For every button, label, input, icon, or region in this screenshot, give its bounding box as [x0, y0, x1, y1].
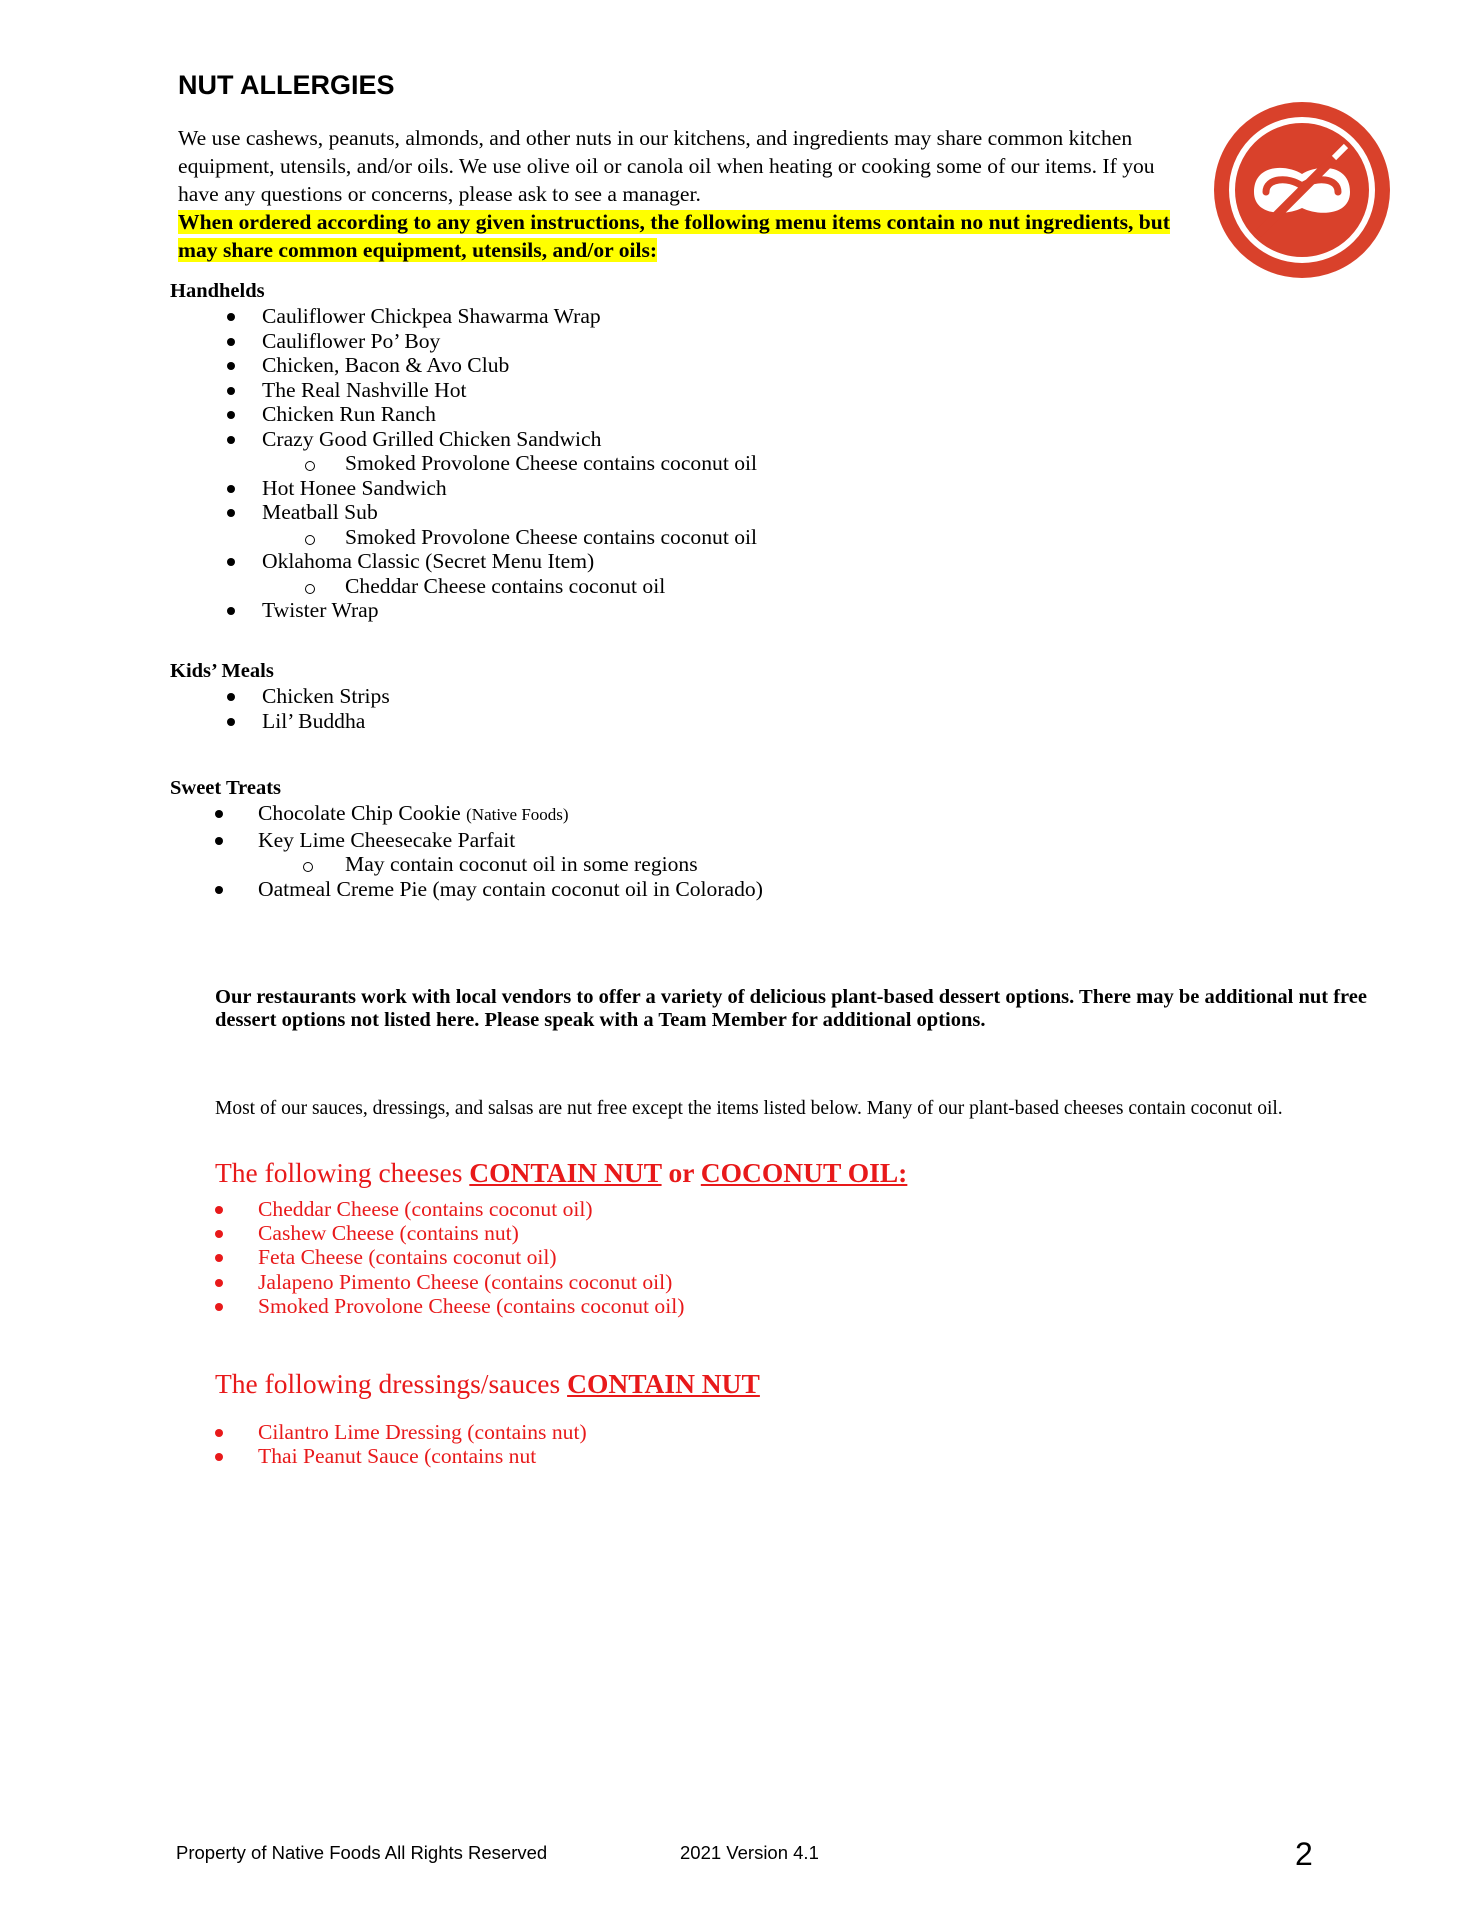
bullet-icon [215, 1429, 223, 1437]
sauce-note: Most of our sauces, dressings, and salsas are nut free except the items listed below. Many of our plant-based cheeses contain coconut oil. [215, 1098, 1283, 1119]
intro-paragraph: We use cashews, peanuts, almonds, and other nuts in our kitchens, and ingredients may share common kitchen equipment, utensils, and/or oils. We use olive oil or canola oil when heating or cooking some of our items. If you have any questions or concerns, please ask to see a manager. [178, 126, 1155, 206]
bullet-icon [215, 1303, 223, 1311]
contain-nut-label: CONTAIN NUT [469, 1157, 662, 1188]
list-item: Chicken, Bacon & Avo Club [176, 353, 757, 378]
list-item: Thai Peanut Sauce (contains nut [215, 1444, 587, 1468]
bullet-icon [227, 313, 235, 321]
handhelds-list [176, 304, 757, 623]
bullet-icon [215, 1230, 223, 1238]
bullet-icon [227, 436, 235, 444]
bullet-icon [227, 509, 235, 517]
bullet-icon [215, 1206, 223, 1214]
list-item: Oatmeal Creme Pie (may contain coconut oil in Colorado) [170, 877, 763, 902]
kids-list [176, 684, 390, 733]
intro-block [178, 124, 1198, 264]
sauces-heading: The following dressings/sauces CONTAIN NUT [215, 1368, 760, 1399]
sauces-list [215, 1420, 587, 1468]
list-item: Cauliflower Po’ Boy [176, 329, 757, 354]
circle-bullet-icon [305, 535, 315, 545]
circle-bullet-icon [305, 461, 315, 471]
vendor-note: Our restaurants work with local vendors to offer a variety of delicious plant-based dessert options. There may be additional nut free dessert options not listed here. Please speak with a Team Member for additional options. [215, 986, 1367, 1031]
footer-version: 2021 Version 4.1 [680, 1842, 819, 1863]
list-item: Meatball Sub [176, 500, 757, 525]
sweets-heading: Sweet Treats [170, 777, 282, 799]
bullet-icon [215, 1279, 223, 1287]
cheeses-heading: The following cheeses CONTAIN NUT or COCONUT OIL: [215, 1157, 908, 1188]
list-item: Key Lime Cheesecake Parfait [170, 828, 763, 853]
no-nut-icon [1214, 102, 1390, 278]
coconut-oil-label: COCONUT OIL: [700, 1157, 908, 1188]
sub-list-item: Smoked Provolone Cheese contains coconut oil [176, 525, 757, 550]
bullet-icon [227, 362, 235, 370]
bullet-icon [227, 558, 235, 566]
list-item: Hot Honee Sandwich [176, 476, 757, 501]
list-item: Oklahoma Classic (Secret Menu Item) [176, 549, 757, 574]
bullet-icon [215, 1254, 223, 1262]
page-number: 2 [1295, 1836, 1313, 1872]
handhelds-heading: Handhelds [170, 280, 265, 302]
list-item: Cashew Cheese (contains nut) [215, 1221, 684, 1245]
circle-bullet-icon [305, 584, 315, 594]
intro-highlight [178, 208, 1198, 264]
list-item: Cauliflower Chickpea Shawarma Wrap [176, 304, 757, 329]
list-item: Cilantro Lime Dressing (contains nut) [215, 1420, 587, 1444]
list-item: Smoked Provolone Cheese (contains coconut oil) [215, 1294, 684, 1318]
list-item: Chicken Run Ranch [176, 402, 757, 427]
cheeses-list [215, 1197, 684, 1318]
list-item: Jalapeno Pimento Cheese (contains coconut oil) [215, 1270, 684, 1294]
sweets-list [170, 801, 763, 901]
bullet-icon [215, 886, 223, 894]
bullet-icon [215, 1453, 223, 1461]
bullet-icon [227, 485, 235, 493]
list-item: Feta Cheese (contains coconut oil) [215, 1245, 684, 1269]
highlighted-statement: When ordered according to any given instructions, the following menu items contain no nut ingredients, but may share common equipment, utensils, and/or oils: [178, 210, 1170, 262]
footer-property: Property of Native Foods All Rights Reserved [176, 1842, 548, 1863]
bullet-icon [215, 810, 223, 818]
page-title: NUT ALLERGIES [178, 70, 395, 100]
list-item: Chicken Strips [176, 684, 390, 709]
list-item: The Real Nashville Hot [176, 378, 757, 403]
bullet-icon [227, 718, 235, 726]
sub-list-item: Smoked Provolone Cheese contains coconut oil [176, 451, 757, 476]
bullet-icon [227, 607, 235, 615]
bullet-icon [227, 387, 235, 395]
contain-nut-label: CONTAIN NUT [567, 1368, 760, 1399]
list-item: Lil’ Buddha [176, 709, 390, 734]
bullet-icon [227, 411, 235, 419]
list-item: Crazy Good Grilled Chicken Sandwich [176, 427, 757, 452]
cookie-note: (Native Foods) [466, 805, 569, 824]
sub-list-item: Cheddar Cheese contains coconut oil [176, 574, 757, 599]
circle-bullet-icon [303, 862, 313, 872]
list-item: Chocolate Chip Cookie (Native Foods) [170, 801, 763, 828]
bullet-icon [227, 338, 235, 346]
bullet-icon [215, 837, 223, 845]
sub-list-item: May contain coconut oil in some regions [170, 852, 763, 877]
kids-heading: Kids’ Meals [170, 660, 274, 682]
list-item: Cheddar Cheese (contains coconut oil) [215, 1197, 684, 1221]
bullet-icon [227, 693, 235, 701]
list-item: Twister Wrap [176, 598, 757, 623]
